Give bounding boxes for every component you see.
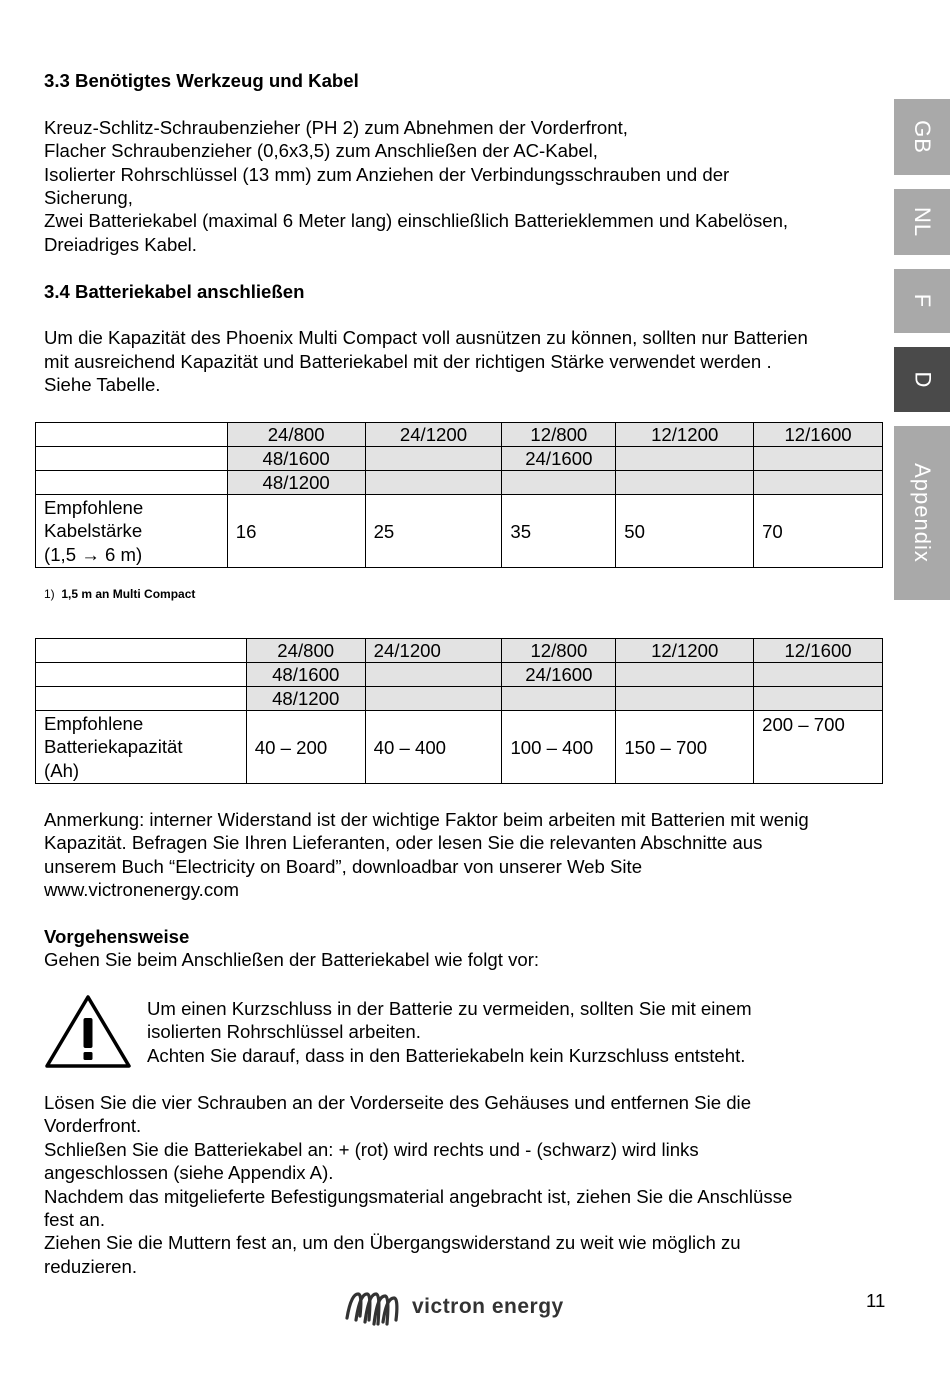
cable-size-table [35, 422, 883, 568]
text-line: mit ausreichend Kapazität und Batteriekabel mit der richtigen Stärke verwendet werden . [44, 350, 772, 372]
text-line: Um einen Kurzschluss in der Batterie zu vermeiden, sollten Sie mit einem [147, 998, 752, 1019]
table-cell: 12/1600 [754, 423, 883, 447]
table-cell: 24/800 [246, 639, 365, 663]
table-cell: 12/1200 [616, 423, 754, 447]
warning-triangle-icon [44, 994, 132, 1070]
table-cell: 48/1600 [246, 663, 365, 687]
text-line: Ziehen Sie die Muttern fest an, um den Übergangswiderstand zu weit wie möglich zu [44, 1232, 741, 1254]
table-row [36, 495, 883, 568]
tab-d[interactable]: D [894, 347, 950, 412]
table-cell [502, 471, 616, 495]
row-label: Empfohlene Batteriekapazität (Ah) [36, 711, 247, 784]
table-cell [365, 663, 502, 687]
text-line: angeschlossen (siehe Appendix A). [44, 1162, 334, 1184]
table-cell: 48/1200 [246, 687, 365, 711]
text-line: unserem Buch “Electricity on Board”, downloadbar von unserer Web Site [44, 855, 643, 877]
table-row [36, 687, 883, 711]
table-cell: 24/1600 [502, 663, 616, 687]
text-line: fest an. [44, 1209, 105, 1231]
table-row [36, 447, 883, 471]
text-line: Schließen Sie die Batteriekabel an: + (rot) wird rechts und - (schwarz) wird links [44, 1138, 699, 1160]
table-cell: 48/1600 [227, 447, 365, 471]
battery-capacity-table [35, 638, 883, 784]
text-line: Siehe Tabelle. [44, 374, 161, 396]
text-line: Lösen Sie die vier Schrauben an der Vorderseite des Gehäuses und entfernen Sie die [44, 1092, 752, 1113]
text-line: Isolierter Rohrschlüssel (13 mm) zum Anziehen der Verbindungsschrauben und der [44, 163, 730, 185]
text-line: Anmerkung: interner Widerstand ist der wichtige Faktor beim arbeiten mit Batterien mit wenig [44, 809, 809, 830]
tab-appendix[interactable]: Appendix [894, 426, 950, 600]
table-cell: 70 [754, 495, 883, 568]
text-line: Gehen Sie beim Anschließen der Batteriekabel wie folgt vor: [44, 949, 540, 971]
row-label: Empfohlene Kabelstärke (1,5 → 6 m) [36, 495, 228, 568]
section-heading: 3.3 Benötigtes Werkzeug und Kabel [44, 70, 359, 91]
table-cell: 150 – 700 [616, 711, 754, 784]
table-cell [754, 687, 883, 711]
page-number: 11 [866, 1290, 886, 1311]
table-cell [502, 687, 616, 711]
table-cell: 25 [365, 495, 502, 568]
table-cell: 35 [502, 495, 616, 568]
footnote: 1) 1,5 m an Multi Compact [44, 587, 196, 601]
text-line: Sicherung, [44, 187, 133, 209]
tab-nl[interactable]: NL [894, 189, 950, 255]
note-block [44, 808, 884, 972]
table-cell: 100 – 400 [502, 711, 616, 784]
victron-logo [344, 1286, 564, 1328]
table-cell [616, 687, 754, 711]
table-cell: 24/1200 [365, 423, 502, 447]
table-row [36, 639, 883, 663]
table-cell: 48/1200 [227, 471, 365, 495]
table-cell: 40 – 400 [365, 711, 502, 784]
section-heading: 3.4 Batteriekabel anschließen [44, 280, 305, 302]
text-line: Kapazität. Befragen Sie Ihren Lieferanten, oder lesen Sie die relevanten Abschnitte aus [44, 832, 763, 854]
text-line: Achten Sie darauf, dass in den Batteriekabeln kein Kurzschluss entsteht. [147, 1044, 746, 1066]
tab-gb[interactable]: GB [894, 99, 950, 175]
table-cell [365, 687, 502, 711]
text-line: Kreuz-Schlitz-Schraubenzieher (PH 2) zum Abnehmen der Vorderfront, [44, 116, 628, 138]
table-cell: 24/1200 [365, 639, 502, 663]
text-line: Flacher Schraubenzieher (0,6x3,5) zum Anschließen der AC-Kabel, [44, 140, 598, 162]
text-line: www.victronenergy.com [44, 879, 239, 901]
table-cell: 16 [227, 495, 365, 568]
text-line: Um die Kapazität des Phoenix Multi Compact voll ausnützen zu können, sollten nur Batterien [44, 327, 808, 349]
table-cell [754, 447, 883, 471]
victron-logo-icon [344, 1286, 402, 1328]
table-cell [616, 447, 754, 471]
text-line: reduzieren. [44, 1255, 138, 1277]
table-cell [754, 663, 883, 687]
table-row [36, 711, 883, 784]
table-cell [616, 471, 754, 495]
tab-f[interactable]: F [894, 269, 950, 333]
warning-text [147, 997, 752, 1067]
procedure-heading: Vorgehensweise [44, 926, 190, 948]
text-line: Zwei Batteriekabel (maximal 6 Meter lang) einschließlich Batterieklemmen und Kabelösen, [44, 210, 789, 232]
table-row [36, 471, 883, 495]
table-cell: 12/800 [502, 639, 616, 663]
section-tools [44, 69, 884, 397]
table-cell [365, 471, 502, 495]
text-line: Vorderfront. [44, 1115, 142, 1137]
table-cell [616, 663, 754, 687]
table-cell [365, 447, 502, 471]
table-row [36, 423, 883, 447]
text-line: isolierten Rohrschlüssel arbeiten. [147, 1021, 421, 1043]
table-cell [754, 471, 883, 495]
table-cell: 200 – 700 [754, 711, 883, 784]
table-cell: 50 [616, 495, 754, 568]
text-line: Dreiadriges Kabel. [44, 233, 197, 255]
table-cell: 40 – 200 [246, 711, 365, 784]
procedure-steps [44, 1091, 884, 1278]
table-row [36, 663, 883, 687]
table-cell: 12/800 [502, 423, 616, 447]
table-cell: 12/1600 [754, 639, 883, 663]
table-cell: 24/800 [227, 423, 365, 447]
table-cell: 24/1600 [502, 447, 616, 471]
logo-text: victron energy [412, 1295, 564, 1318]
text-line: Nachdem das mitgelieferte Befestigungsmaterial angebracht ist, ziehen Sie die Anschlüsse [44, 1185, 793, 1207]
table-cell: 12/1200 [616, 639, 754, 663]
